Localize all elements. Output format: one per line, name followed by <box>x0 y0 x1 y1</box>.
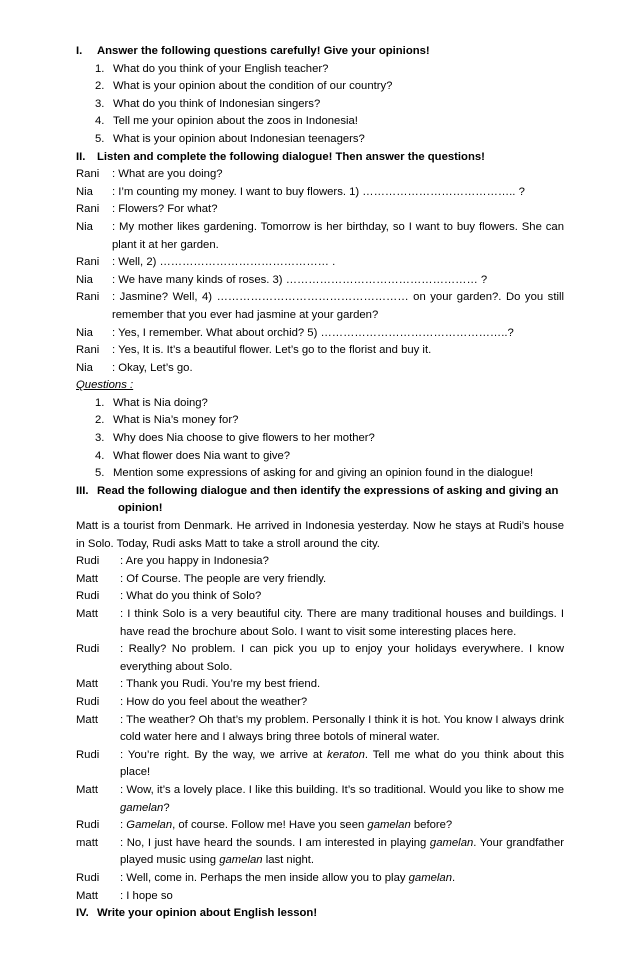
speaker: Rani <box>76 291 100 304</box>
list-item: 1. What do you think of your English teacher? <box>95 62 329 75</box>
dialogue-line: Rani : What are you doing? <box>76 166 564 184</box>
section-1-questions <box>76 61 564 149</box>
dialogue-line: Rudi : Gamelan, of course. Follow me! Have you seen gamelan before? <box>76 817 564 835</box>
speaker: Nia <box>76 220 93 233</box>
speaker: Nia <box>76 326 93 339</box>
speaker: Nia <box>76 273 93 286</box>
dialogue-line: Nia : Okay, Let’s go. <box>76 360 564 378</box>
dialogue-line: Matt : The weather? Oh that’s my problem. Personally I think it is hot. You know I always drink cold water here and I always bring three botols of mineral water. <box>76 713 564 744</box>
section-4-title: Write your opinion about English lesson! <box>97 907 318 920</box>
section-2-dialogue <box>76 166 564 377</box>
section-3-heading <box>76 483 564 518</box>
section-3-title: Read the following dialogue and then identify the expressions of asking and giving an <box>97 484 559 497</box>
section-4-heading <box>76 905 564 923</box>
speaker: Rudi <box>76 748 100 761</box>
dialogue-line: Nia : I’m counting my money. I want to buy flowers. 1) ………………………………….. ? <box>76 184 564 202</box>
section-1-heading <box>76 43 564 61</box>
section-3-intro: Matt is a tourist from Denmark. He arrived in Indonesia yesterday. Now he stays at Rudi’s house in Solo. Today, Rudi asks Matt to take a stroll around the city. <box>76 520 564 550</box>
list-item: 1. What is Nia doing? <box>95 396 208 409</box>
speaker: Rani <box>76 256 100 269</box>
dialogue-line: Rani : Flowers? For what? <box>76 201 564 219</box>
speaker: Rudi <box>76 555 100 568</box>
questions-label-row <box>76 377 564 395</box>
list-item: 4. Tell me your opinion about the zoos in Indonesia! <box>95 115 358 128</box>
section-4-number: IV. <box>76 907 89 920</box>
speaker: Matt <box>76 783 98 796</box>
speaker: Rudi <box>76 643 100 656</box>
section-1-number: I. <box>76 45 83 57</box>
dialogue-line: Rudi : What do you think of Solo? <box>76 588 564 606</box>
speaker: Matt <box>76 678 98 691</box>
section-3-number: III. <box>76 484 89 497</box>
section-3-dialogue <box>76 553 564 905</box>
speaker: Matt <box>76 572 98 585</box>
questions-label: Questions : <box>76 379 134 392</box>
dialogue-line: Nia : My mother likes gardening. Tomorrow is her birthday, so I want to buy flowers. She can plant it at her garden. <box>76 220 564 251</box>
speaker: matt <box>76 836 98 849</box>
speaker: Rudi <box>76 871 100 884</box>
list-item: 2. What is Nia’s money for? <box>95 414 239 427</box>
list-item: 2. What is your opinion about the condition of our country? <box>95 80 393 93</box>
list-item: 3. Why does Nia choose to give flowers to her mother? <box>95 432 375 445</box>
section-2-title: Listen and complete the following dialogue! Then answer the questions! <box>97 150 485 163</box>
speaker: Rudi <box>76 590 100 603</box>
speaker: Matt <box>76 889 98 902</box>
dialogue-line: Matt : I hope so <box>76 888 564 906</box>
list-item: 5. Mention some expressions of asking for and giving an opinion found in the dialogue! <box>95 467 534 480</box>
dialogue-line: Rudi : Really? No problem. I can pick you up to enjoy your holidays everywhere. I know everything about Solo. <box>76 643 564 673</box>
dialogue-line: Rani : Yes, It is. It’s a beautiful flower. Let’s go to the florist and buy it. <box>76 342 564 360</box>
dialogue-line: Rudi : How do you feel about the weather? <box>76 694 564 712</box>
dialogue-line: Matt : Of Course. The people are very friendly. <box>76 571 564 589</box>
dialogue-line: Rudi : Are you happy in Indonesia? <box>76 553 564 571</box>
speaker: Rani <box>76 344 100 357</box>
list-item: 4. What flower does Nia want to give? <box>95 449 291 462</box>
section-2-heading <box>76 149 564 167</box>
speaker: Nia <box>76 361 93 374</box>
list-item: 5. What is your opinion about Indonesian teenagers? <box>95 132 365 145</box>
section-2-number: II. <box>76 150 86 163</box>
section-2-questions <box>76 395 564 483</box>
speaker: Rudi <box>76 819 100 832</box>
speaker: Matt <box>76 608 98 620</box>
section-1-title: Answer the following questions carefully! Give your opinions! <box>97 45 430 57</box>
dialogue-line: Nia : We have many kinds of roses. 3) …………………………………………… ? <box>76 272 564 290</box>
dialogue-line: Rani : Jasmine? Well, 4) …………………………………………… on your garden?. Do you still remember that you ever had jasmine at your garden? <box>76 291 564 321</box>
dialogue-line: Matt : I think Solo is a very beautiful city. There are many traditional houses and buildings. I have read the brochure about Solo. I want to visit some interesting places here. <box>76 608 564 638</box>
dialogue-line: Rudi : You’re right. By the way, we arrive at keraton. Tell me what do you think about this place! <box>76 748 564 779</box>
worksheet <box>76 43 564 923</box>
speaker: Rani <box>76 168 100 181</box>
dialogue-line: Matt : Thank you Rudi. You’re my best friend. <box>76 676 564 694</box>
dialogue-line: Matt : Wow, it’s a lovely place. I like this building. It’s so traditional. Would you like to show me gamelan? <box>76 783 564 814</box>
dialogue-line: Rani : Well, 2) ……………………………………… . <box>76 254 564 272</box>
speaker: Rani <box>76 203 100 216</box>
dialogue-line: Rudi : Well, come in. Perhaps the men inside allow you to play gamelan. <box>76 870 564 888</box>
speaker: Nia <box>76 185 93 198</box>
dialogue-line: matt : No, I just have heard the sounds. I am interested in playing gamelan. Your grandfather played music using gamelan last night. <box>76 836 565 867</box>
list-item: 3. What do you think of Indonesian singers? <box>95 97 321 110</box>
speaker: Matt <box>76 713 98 726</box>
speaker: Rudi <box>76 695 100 708</box>
section-3-title-cont: opinion! <box>118 502 163 515</box>
dialogue-line: Nia : Yes, I remember. What about orchid? 5) …………………………………………..? <box>76 325 564 343</box>
